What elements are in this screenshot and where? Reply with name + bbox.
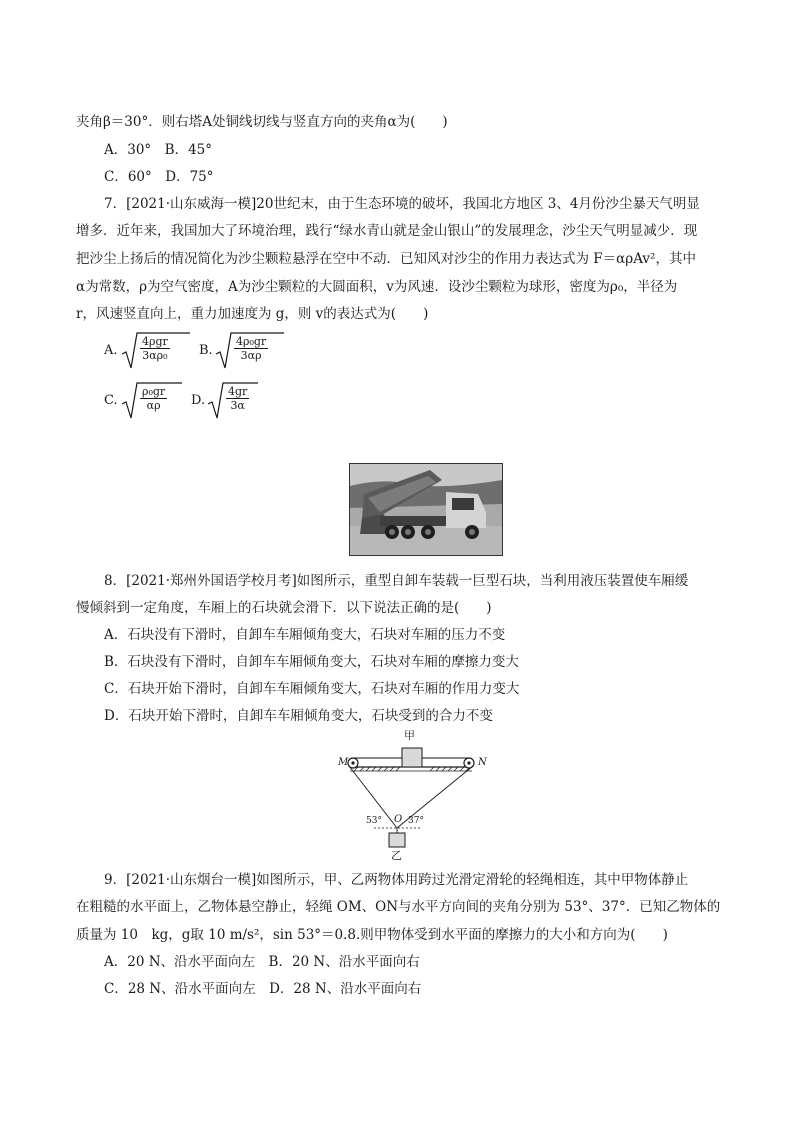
q7-stem-line1: 7．[2021·山东威海一模]20世纪末，由于生态环境的破坏，我国北方地区 3、4月份沙尘暴天气明显 <box>104 196 700 212</box>
q7-option-d-fraction <box>226 385 249 412</box>
q7-option-a-denominator: 3αρ₀ <box>142 349 168 362</box>
q8-option-d: D．石块开始下滑时，自卸车车厢倾角变大，石块受到的合力不变 <box>104 708 493 724</box>
q7-option-b-numerator: 4ρ₀gr <box>236 335 267 348</box>
dump-truck-illustration <box>350 464 502 555</box>
pulley-diagram <box>330 730 500 865</box>
q7-stem-line4: α为常数，ρ为空气密度，A为沙尘颗粒的大圆面积，v为风速．设沙尘颗粒为球形，密度为ρ₀，半径为 <box>76 279 678 295</box>
q7-option-b-denominator: 3αρ <box>240 349 262 362</box>
q7-stem-line3: 把沙尘上扬后的情况简化为沙尘颗粒悬浮在空中不动．已知风对沙尘的作用力表达式为 F＝αρAv²，其中 <box>76 251 696 267</box>
angle-37-label: 37° <box>408 816 424 826</box>
q7-option-d-denominator: 3α <box>230 399 245 412</box>
q7-stem-line2: 增多．近年来，我国加大了环境治理，践行“绿水青山就是金山银山”的发展理念，沙尘天气明显减少．现 <box>76 223 698 239</box>
q6-tail-text: 夹角β＝30°．则右塔A处铜线切线与竖直方向的夹角α为( ) <box>76 114 448 130</box>
block-yi-label: 乙 <box>391 849 402 862</box>
q9-stem-line3: 质量为 10 kg，g取 10 m/s²，sin 53°＝0.8.则甲物体受到水平面的摩擦力的大小和方向为( ) <box>76 927 668 943</box>
q8-option-b: B．石块没有下滑时，自卸车车厢倾角变大，石块对车厢的摩擦力变大 <box>104 654 519 670</box>
q7-option-b-fraction <box>234 335 268 362</box>
q7-option-a-sqrt <box>120 330 192 370</box>
q9-stem-line2: 在粗糙的水平面上，乙物体悬空静止，轻绳 OM、ON与水平方向间的夹角分别为 53°、37°．已知乙物体的 <box>76 899 721 915</box>
q8-stem-line1: 8．[2021·郑州外国语学校月考]如图所示，重型自卸车装载一巨型石块，当利用液压装置使车厢缓 <box>104 573 689 589</box>
q7-option-c-label: C. <box>104 393 118 408</box>
q7-option-c-sqrt <box>120 380 184 420</box>
dump-truck-photo <box>349 463 503 556</box>
q7-option-d-label: D. <box>191 393 206 408</box>
angle-53-label: 53° <box>366 816 382 826</box>
q7-option-a-fraction <box>140 335 170 362</box>
q7-option-a-label: A. <box>104 343 118 358</box>
q6-options-ab: A．30° B．45° <box>104 142 213 158</box>
q7-option-d-sqrt <box>206 380 260 420</box>
q7-option-c-fraction <box>140 385 167 412</box>
block-jia-label: 甲 <box>404 729 415 742</box>
q7-option-a-numerator: 4ρgr <box>142 335 168 348</box>
q7-option-c-numerator: ρ₀gr <box>142 385 166 398</box>
q8-stem-line2: 慢倾斜到一定角度，车厢上的石块就会滑下．以下说法正确的是( ) <box>76 600 492 616</box>
knot-o-label: O <box>394 814 403 825</box>
q9-stem-line1: 9．[2021·山东烟台一模]如图所示，甲、乙两物体用跨过光滑定滑轮的轻绳相连，其中甲物体静止 <box>104 872 689 888</box>
pulley-diagram-drawing <box>330 730 500 865</box>
pulley-n-label: N <box>478 757 487 768</box>
q9-options-ab: A．20 N、沿水平面向左 B．20 N、沿水平面向右 <box>104 954 420 970</box>
q6-options-cd: C．60° D．75° <box>104 169 214 185</box>
q7-stem-line5: r，风速竖直向上，重力加速度为 g，则 v的表达式为( ) <box>76 306 429 322</box>
q7-option-b-label: B. <box>199 343 213 358</box>
q7-option-b-sqrt <box>214 330 286 370</box>
q9-options-cd: C．28 N、沿水平面向左 D．28 N、沿水平面向右 <box>104 981 422 997</box>
q7-option-d-numerator: 4gr <box>228 385 248 398</box>
pulley-m-label: M <box>338 757 349 768</box>
q8-option-a: A．石块没有下滑时，自卸车车厢倾角变大，石块对车厢的压力不变 <box>104 627 506 643</box>
q8-option-c: C．石块开始下滑时，自卸车车厢倾角变大，石块对车厢的作用力变大 <box>104 681 520 697</box>
q7-option-c-denominator: αρ <box>146 399 161 412</box>
